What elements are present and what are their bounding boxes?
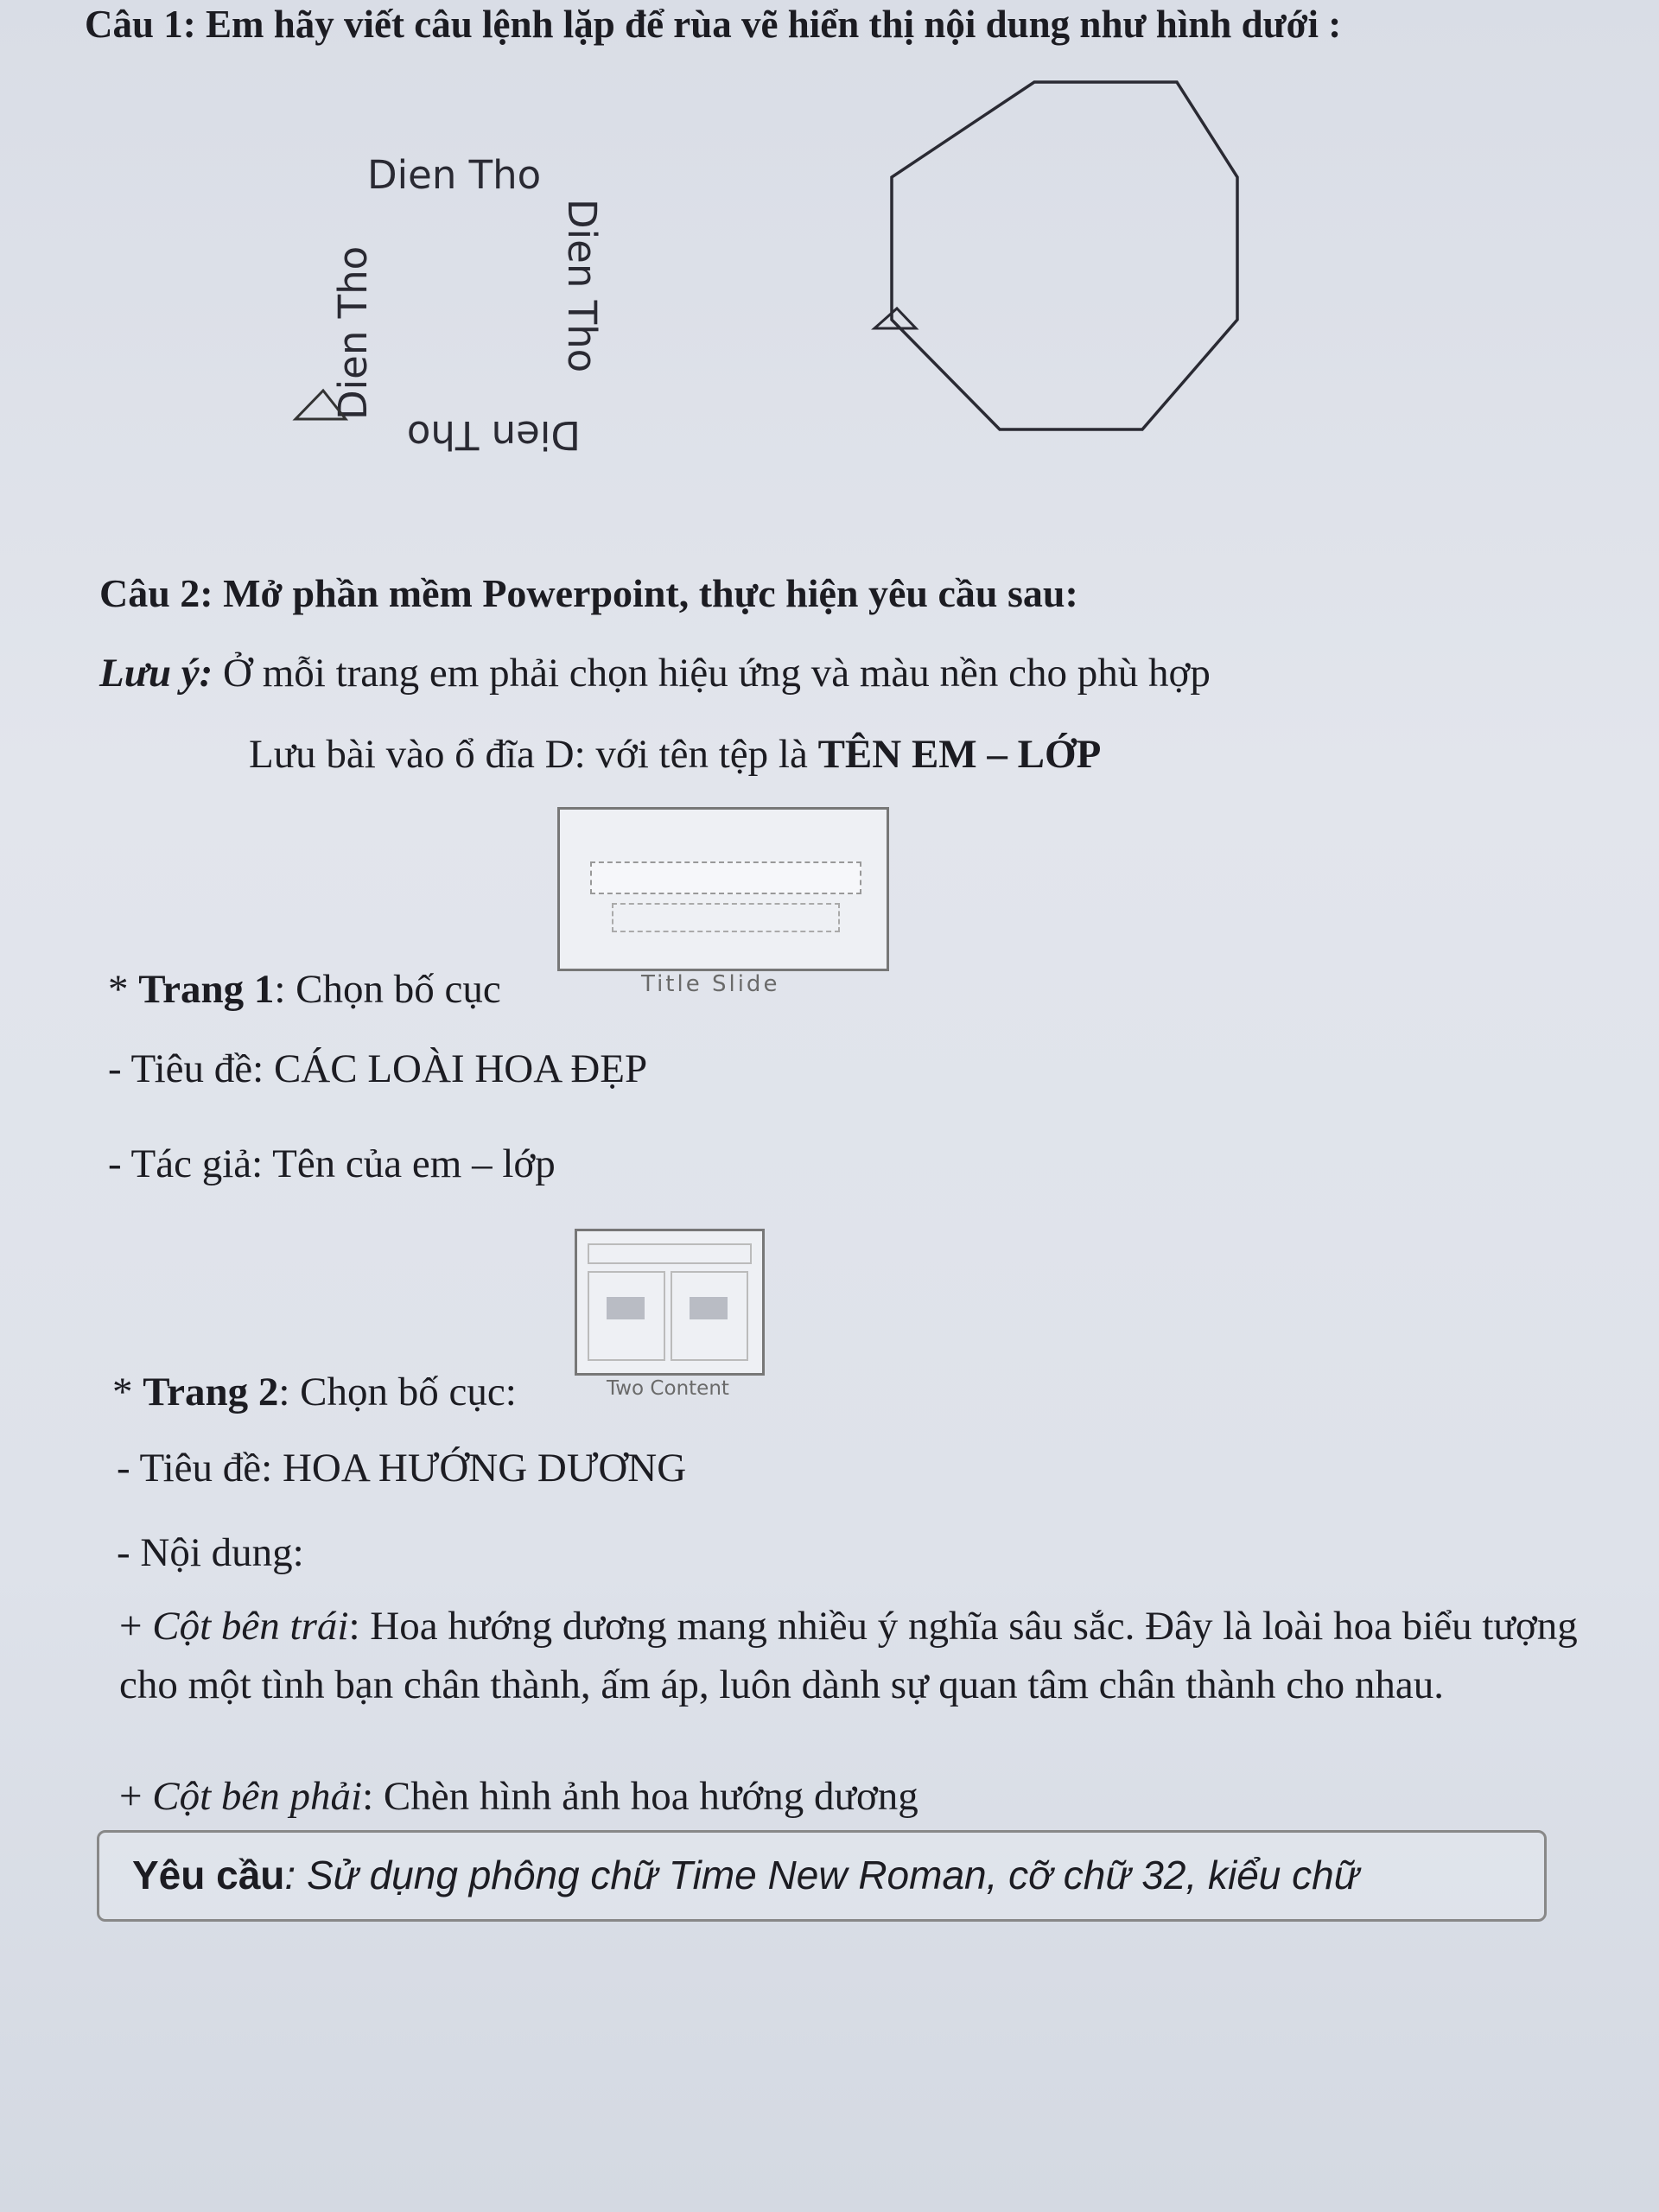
note-label: Lưu ý: xyxy=(99,651,213,696)
question-2-label: Câu 2: xyxy=(99,571,213,615)
page-1-label: Trang 1 xyxy=(138,967,275,1012)
question-1-title: Câu 1: Em hãy viết câu lệnh lặp để rùa vẽ hiển thị nội dung như hình dưới : xyxy=(85,3,1342,46)
requirement-box xyxy=(97,1830,1547,1922)
save-instruction xyxy=(249,731,1101,778)
page-2-title-line: - Tiêu đề: HOA HƯỚNG DƯƠNG xyxy=(117,1446,687,1491)
turtle-arrow-icon xyxy=(285,380,380,432)
page-2-line: * Trang 2: Chọn bố cục: xyxy=(112,1370,517,1414)
turtle-text-left: Dien Tho xyxy=(330,245,376,420)
title-placeholder xyxy=(590,861,861,894)
note-text: Ở mỗi trang em phải chọn hiệu ứng và màu nền cho phù hợp xyxy=(213,651,1211,696)
page-2-text: : Chọn bố cục: xyxy=(278,1370,517,1414)
turtle-text-bottom: Dien Tho xyxy=(406,412,581,458)
turtle-text-right: Dien Tho xyxy=(559,199,605,373)
right-column-line: + Cột bên phải: Chèn hình ảnh hoa hướng dương xyxy=(119,1774,918,1819)
page-1-author-line: - Tác giả: Tên của em – lớp xyxy=(108,1141,556,1186)
page-1-line: * Trang 1: Chọn bố cục xyxy=(108,967,501,1012)
turtle-text-top: Dien Tho xyxy=(367,152,542,198)
octagon-figure xyxy=(864,73,1262,445)
left-column-text: : Hoa hướng dương mang nhiều ý nghĩa sâu sắc. Đây là loài hoa biểu tượng cho một tình bạn chân thành, ấm áp, luôn dành sự quan tâm chân thành cho nhau. xyxy=(119,1604,1578,1707)
left-column-label: Cột bên trái xyxy=(152,1604,349,1649)
note-line xyxy=(99,650,1211,696)
two-content-layout-thumbnail xyxy=(575,1229,765,1376)
title-slide-layout-thumbnail xyxy=(557,807,889,971)
left-column-paragraph: + Cột bên trái: Hoa hướng dương mang nhiều ý nghĩa sâu sắc. Đây là loài hoa biểu tượng cho một tình bạn chân thành, ấm áp, luôn dành sự quan tâm chân thành cho nhau. xyxy=(119,1604,1578,1707)
two-content-caption: Two Content xyxy=(607,1377,729,1400)
page-2-content-line: - Nội dung: xyxy=(117,1530,304,1575)
requirement-line xyxy=(132,1852,1359,1898)
save-text: Lưu bài vào ổ đĩa D: với tên tệp là xyxy=(249,732,818,777)
page-2-label: Trang 2 xyxy=(143,1370,279,1414)
right-column-label: Cột bên phải xyxy=(152,1774,363,1819)
requirement-text: : Sử dụng phông chữ Time New Roman, cỡ chữ 32, kiểu chữ xyxy=(284,1853,1359,1897)
requirement-label: Yêu cầu xyxy=(132,1853,285,1897)
question-2-text: Mở phần mềm Powerpoint, thực hiện yêu cầu sau: xyxy=(213,571,1078,615)
right-column-text: : Chèn hình ảnh hoa hướng dương xyxy=(362,1774,918,1819)
left-content-placeholder xyxy=(588,1271,665,1361)
title-slide-caption: Title Slide xyxy=(641,971,780,997)
title-placeholder xyxy=(588,1243,752,1264)
page-1-text: : Chọn bố cục xyxy=(274,967,501,1012)
save-filename: TÊN EM – LỚP xyxy=(817,732,1102,777)
page-1-title-line: - Tiêu đề: CÁC LOÀI HOA ĐẸP xyxy=(108,1046,648,1091)
right-content-placeholder xyxy=(671,1271,748,1361)
subtitle-placeholder xyxy=(612,903,840,932)
question-2-title xyxy=(99,570,1078,616)
